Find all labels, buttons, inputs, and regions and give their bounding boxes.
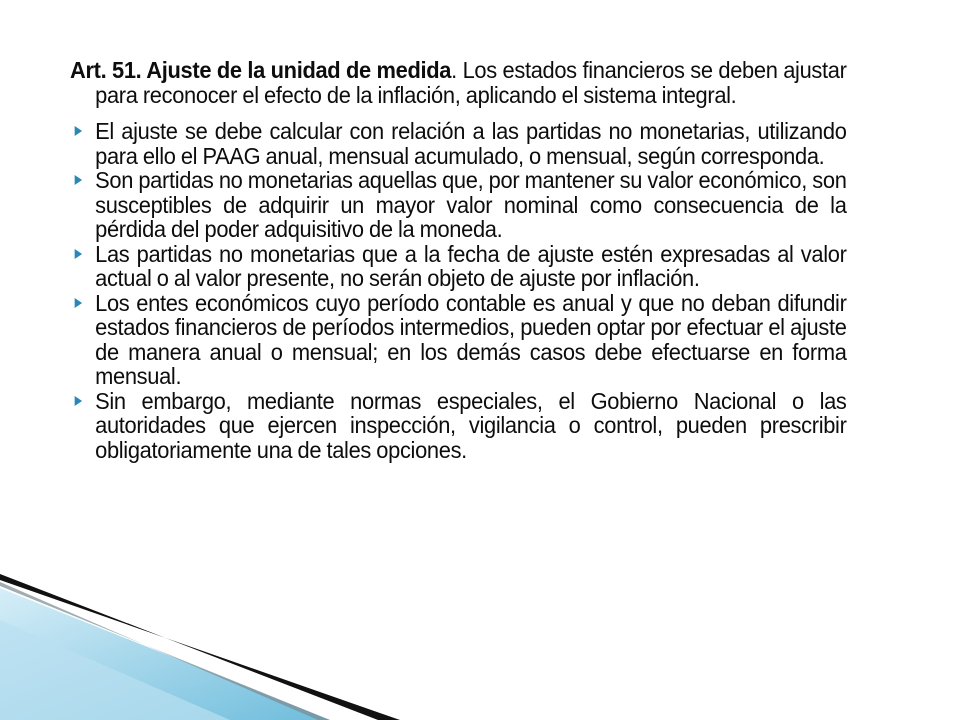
bullet-text: Las partidas no monetarias que a la fecha de ajuste estén expresadas al valor actual o al valor presente, no serán objeto de ajuste por inflación. — [95, 240, 847, 291]
bullet-arrow-icon — [75, 175, 82, 185]
bullet-arrow-icon — [75, 126, 82, 136]
article-body — [70, 58, 847, 462]
bullet-item — [70, 119, 847, 168]
bullet-item — [70, 389, 847, 463]
decoration-light-wedge — [0, 620, 230, 720]
slide-corner-decoration — [0, 560, 960, 720]
bullet-arrow-icon — [75, 298, 82, 308]
bullet-item — [70, 168, 847, 242]
decoration-dark-stripe — [0, 574, 400, 720]
bullet-item — [70, 291, 847, 389]
decoration-blue-wedge — [0, 588, 330, 720]
bullet-arrow-icon — [75, 396, 82, 406]
article-intro-text: . Los estados financieros se deben ajustar para reconocer el efecto de la inflación, aplicando el sistema integral. — [95, 57, 847, 108]
bullet-text: Los entes económicos cuyo período contable es anual y que no deban difundir estados financieros de períodos intermedios, pueden optar por efectuar el ajuste de manera anual o mensual; en los demás casos debe efectuarse en forma mensual. — [95, 289, 847, 389]
bullet-item — [70, 242, 847, 291]
bullet-text: El ajuste se debe calcular con relación a las partidas no monetarias, utilizando para ello el PAAG anual, mensual acumulado, o mensual, según corresponda. — [95, 118, 847, 169]
article-intro — [70, 58, 847, 107]
bullet-text: Sin embargo, mediante normas especiales, el Gobierno Nacional o las autoridades que ejercen inspección, vigilancia o control, pueden prescribir obligatoriamente una de tales opciones. — [95, 387, 847, 463]
decoration-gray-stripe — [0, 582, 330, 720]
bullet-text: Son partidas no monetarias aquellas que, por mantener su valor económico, son susceptibles de adquirir un mayor valor nominal como consecuencia de la pérdida del poder adquisitivo de la moneda. — [95, 167, 847, 242]
bullet-arrow-icon — [75, 249, 82, 259]
article-heading: Art. 51. Ajuste de la unidad de medida — [70, 57, 452, 83]
